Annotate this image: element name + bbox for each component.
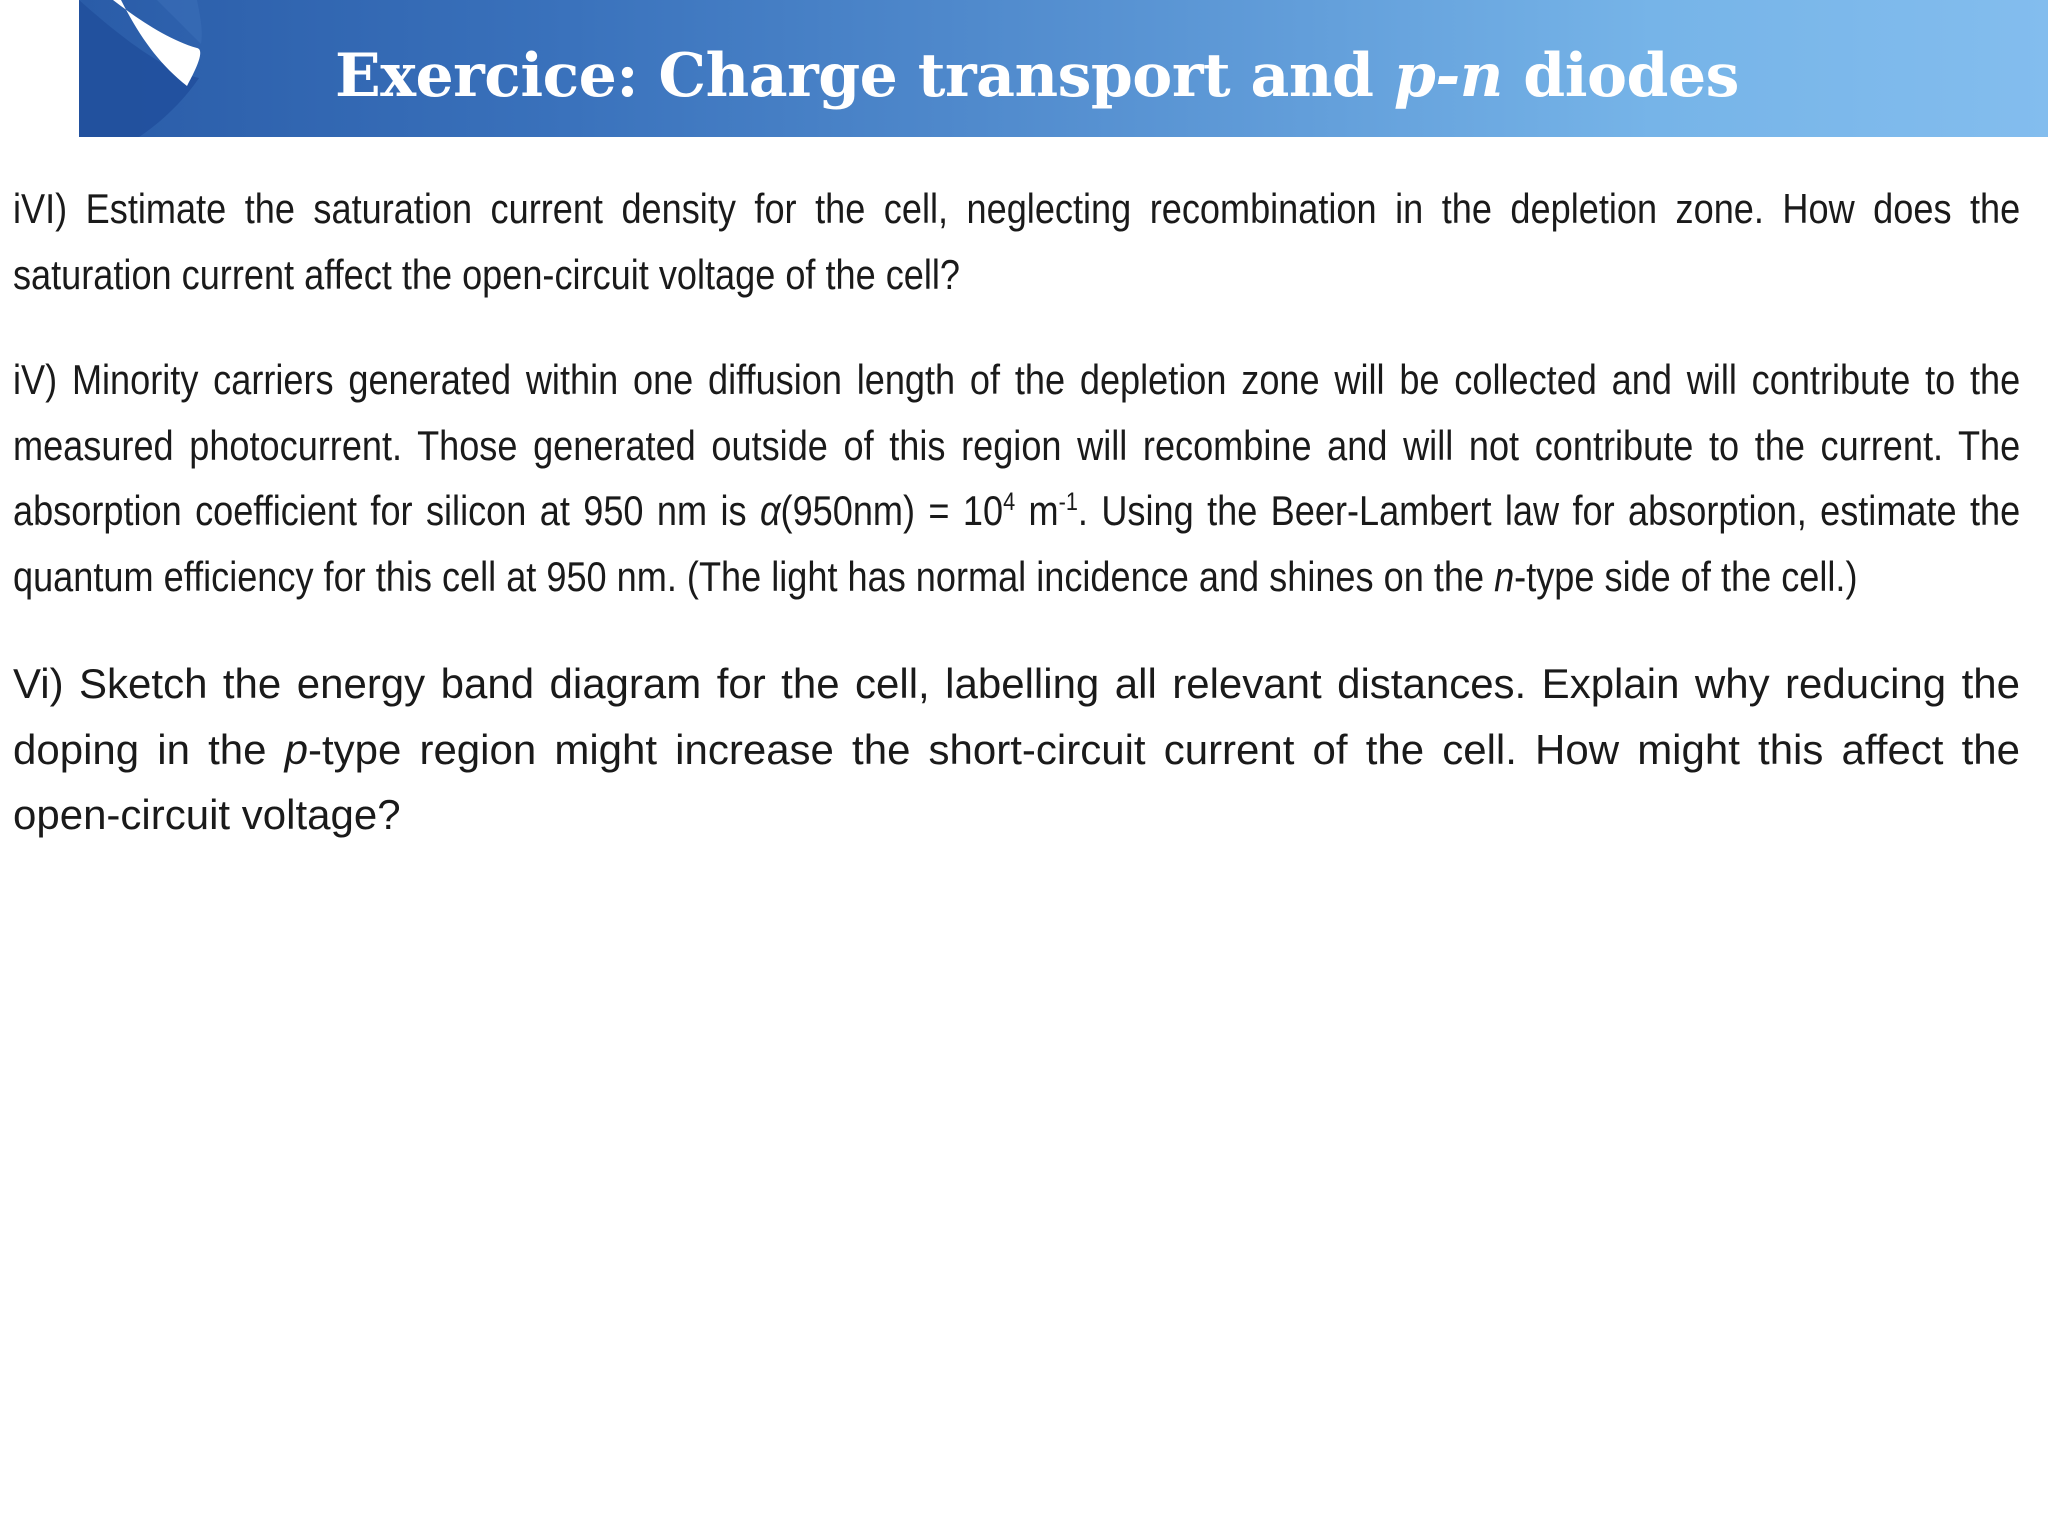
q2-part-c: m	[1015, 487, 1059, 534]
title-p: p	[1393, 41, 1436, 111]
q2-part-d: . Using the Beer-Lambert law for absorption, estimate the quantum efficiency for this cell at 950 nm. (The light has normal incidence and shines on the	[13, 487, 2021, 600]
title-n: n	[1459, 41, 1503, 111]
p-italic: p	[284, 725, 308, 773]
q3-part-b: -type region might increase the short-circuit current of the cell. How might this affect the open-circuit voltage?	[13, 725, 2020, 838]
question-ivi	[13, 176, 2020, 307]
alpha-symbol: α	[759, 487, 781, 534]
n-italic: n	[1494, 552, 1515, 600]
q2-part-a: iV) Minority carriers generated within one diffusion length of the depletion zone will be collected and will contribute to the measured photocurrent. Those generated outside of this region will recombine and will not contribute to the current. The absorption coefficient for silicon at 950 nm is	[13, 356, 2021, 534]
exponent-neg1: -1	[1058, 488, 1078, 516]
question-vi	[13, 651, 2020, 848]
title-dash: -	[1435, 41, 1460, 111]
question-ivi-text: iVI) Estimate the saturation current density for the cell, neglecting recombination in the depletion zone. How does the saturation current affect the open-circuit voltage of the cell?	[13, 185, 2021, 298]
header-bar	[79, 0, 2048, 137]
title-prefix: Exercice: Charge transport and	[335, 41, 1394, 111]
q3-part-a: Vi) Sketch the energy band diagram for the cell, labelling all relevant distances. Explain why reducing the doping in the	[13, 660, 2020, 773]
question-iv	[13, 347, 2020, 609]
swoosh-decoration	[79, 0, 219, 137]
exponent-4: 4	[1003, 488, 1016, 516]
question-content	[13, 176, 2020, 848]
q2-part-e: -type side of the cell.)	[1514, 552, 1858, 600]
q2-part-b: (950nm) = 10	[780, 487, 1004, 534]
title-suffix: diodes	[1502, 41, 1739, 111]
page-title	[335, 40, 1739, 112]
